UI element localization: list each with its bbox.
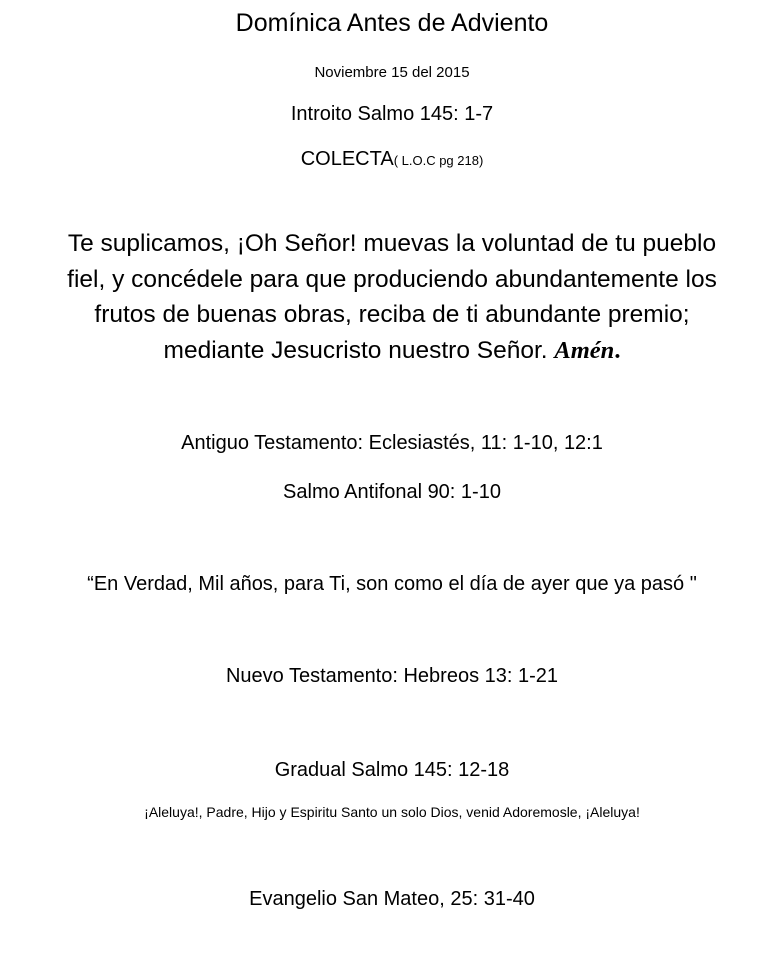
antiphonal-psalm: Salmo Antifonal 90: 1-10: [283, 481, 501, 503]
collect-line-3: frutos de buenas obras, reciba de ti abundante premio;: [94, 301, 690, 328]
gospel-reading: Evangelio San Mateo, 25: 31-40: [249, 888, 535, 910]
amen-period: .: [614, 336, 621, 364]
service-date: Noviembre 15 del 2015: [314, 64, 470, 81]
collect-heading: [0, 148, 784, 171]
new-testament-reading: Nuevo Testamento: Hebreos 13: 1-21: [225, 665, 559, 687]
page-title: Domínica Antes de Adviento: [235, 9, 549, 37]
amen-word: Amén: [554, 336, 615, 364]
collect-source-note: ( L.O.C pg 218): [393, 153, 484, 168]
introit-reference: Introito Salmo 145: 1-7: [290, 103, 494, 125]
collect-line-4: mediante Jesucristo nuestro Señor.: [163, 336, 548, 364]
collect-prayer: [0, 226, 784, 368]
alleluia-verse: ¡Aleluya!, Padre, Hijo y Espiritu Santo un solo Dios, venid Adoremosle, ¡Aleluya!: [144, 804, 640, 820]
collect-heading-label: COLECTA: [300, 148, 394, 170]
gradual-psalm: Gradual Salmo 145: 12-18: [274, 759, 510, 781]
old-testament-reading: Antiguo Testamento: Eclesiastés, 11: 1-10, 12:1: [181, 432, 603, 454]
collect-line-1: Te suplicamos, ¡Oh Señor! muevas la voluntad de tu pueblo: [67, 230, 717, 257]
psalm-quote: “En Verdad, Mil años, para Ti, son como el día de ayer que ya pasó ": [87, 573, 697, 595]
collect-line-2: fiel, y concédele para que produciendo abundantemente los: [67, 265, 717, 293]
